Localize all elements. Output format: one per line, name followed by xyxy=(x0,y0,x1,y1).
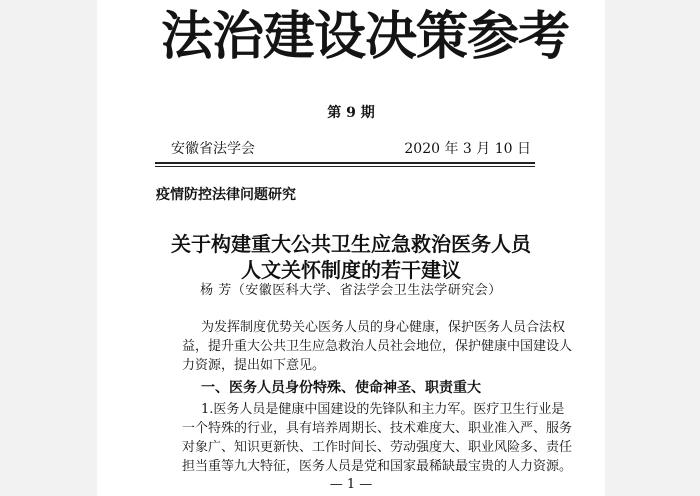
para1-line-3: 对象广、知识更新快、工作时间长、劳动强度大、职业风险多、责任 xyxy=(182,440,573,455)
article-title-line-2: 人文关怀制度的若干建议 xyxy=(241,258,461,282)
header-rule-thick xyxy=(155,162,535,164)
document-page xyxy=(97,0,605,496)
section-heading-1: 一、医务人员身份特殊、使命神圣、职责重大 xyxy=(201,380,481,396)
page-number: — 1 — xyxy=(329,477,373,492)
intro-line-1: 为发挥制度优势关心医务人员的身心健康，保护医务人员合法权 xyxy=(201,320,566,335)
para1-line-4: 担当重等九大特征，医务人员是党和国家最稀缺最宝贵的人力资源。 xyxy=(182,459,573,474)
publisher-org: 安徽省法学会 xyxy=(171,141,255,157)
header-rule-thin xyxy=(155,166,535,167)
article-title-line-1: 关于构建重大公共卫生应急救治医务人员 xyxy=(171,232,531,256)
intro-line-3: 力资源，提出如下意见。 xyxy=(182,358,326,373)
para1-line-2: 一个特殊的行业，具有培养周期长、技术难度大、职业准入严、服务 xyxy=(182,421,573,436)
masthead-title: 法治建设决策参考 xyxy=(161,7,570,67)
author-byline: 杨 芳（安徽医科大学、省法学会卫生法学研究会） xyxy=(200,283,502,298)
intro-line-2: 益，提升重大公共卫生应急救治人员社会地位，保护健康中国建设人 xyxy=(182,339,573,354)
publish-date: 2020 年 3 月 10 日 xyxy=(404,141,531,157)
issue-number: 第 9 期 xyxy=(327,105,375,121)
column-heading: 疫情防控法律问题研究 xyxy=(156,187,296,203)
para1-line-1: 1.医务人员是健康中国建设的先锋队和主力军。医疗卫生行业是 xyxy=(201,402,565,417)
